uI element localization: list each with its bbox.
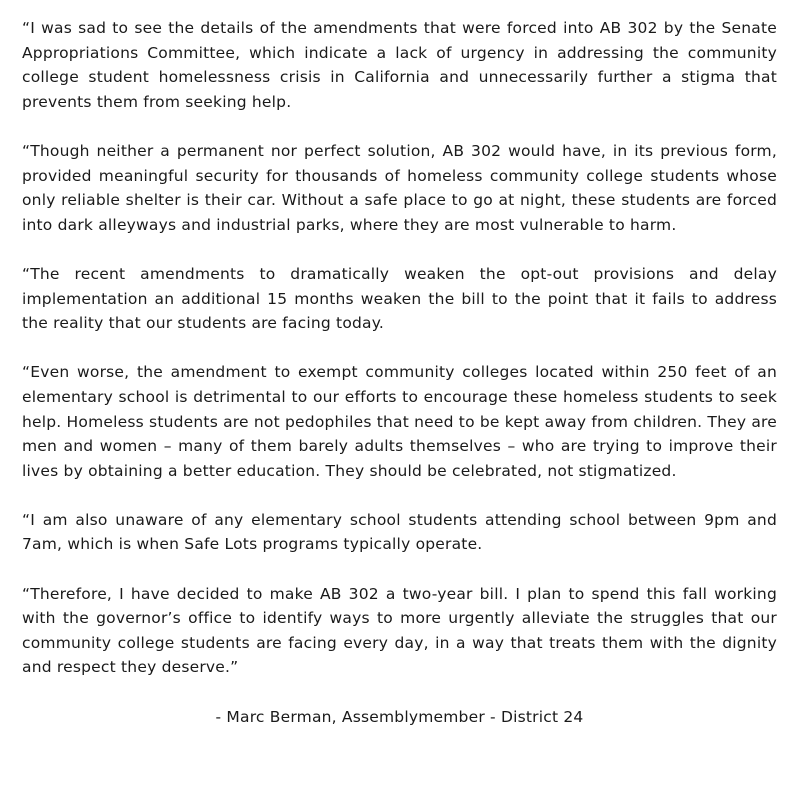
statement-paragraph-4: “Even worse, the amendment to exempt community colleges located within 250 feet of an elementary school is detrimental to our efforts to encourage these homeless students to seek help. Homeless students are not pedophiles that need to be kept away from children. They are men and women – many of them barely adults themselves – who are trying to improve their lives by obtaining a better education. They should be celebrated, not stigmatized. <box>22 363 777 480</box>
statement-paragraph-3: “The recent amendments to dramatically weaken the opt-out provisions and delay implementation an additional 15 months weaken the bill to the point that it fails to address the reality that our students are facing today. <box>22 264 777 333</box>
statement-paragraph-6: “Therefore, I have decided to make AB 302 a two-year bill. I plan to spend this fall working with the governor’s office to identify ways to more urgently alleviate the struggles that our community college students are facing every day, in a way that treats them with the dignity and respect they deserve.” <box>22 584 777 677</box>
statement-paragraph-5: “I am also unaware of any elementary school students attending school between 9pm and 7am, which is when Safe Lots programs typically operate. <box>22 510 777 554</box>
statement-attribution: - Marc Berman, Assemblymember - District 24 <box>215 707 584 726</box>
statement-paragraph-1: “I was sad to see the details of the amendments that were forced into AB 302 by the Senate Appropriations Committee, which indicate a lack of urgency in addressing the community college student homelessness crisis in California and unnecessarily further a stigma that prevents them from seeking help. <box>22 19 777 111</box>
statement-paragraph-2: “Though neither a permanent nor perfect solution, AB 302 would have, in its previous form, provided meaningful security for thousands of homeless community college students whose only reliable shelter is their car. Without a safe place to go at night, these students are forced into dark alleyways and industrial parks, where they are most vulnerable to harm. <box>22 141 777 234</box>
press-statement <box>22 16 777 729</box>
